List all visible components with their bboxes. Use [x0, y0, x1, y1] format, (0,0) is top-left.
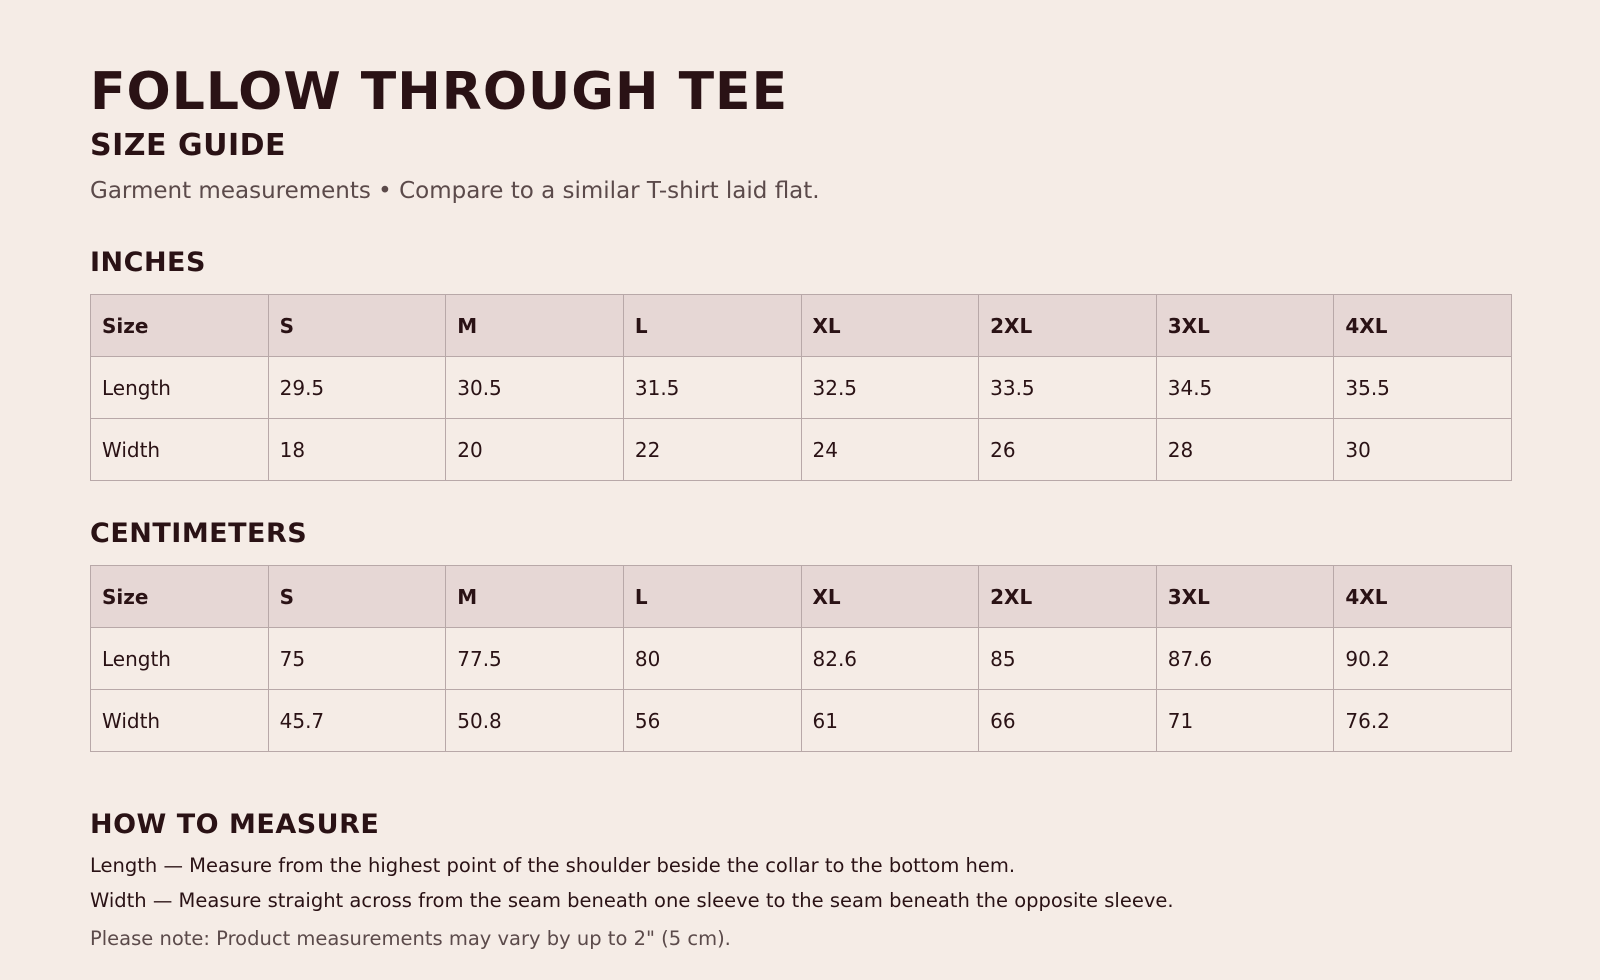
table-cell: 77.5 — [446, 628, 624, 690]
header-cell: Size — [91, 566, 269, 628]
header-cell: XL — [801, 566, 979, 628]
table-cell: 18 — [268, 419, 446, 481]
table-row — [91, 419, 1512, 481]
table-cell: 61 — [801, 690, 979, 752]
header-cell: M — [446, 566, 624, 628]
table-row — [91, 628, 1512, 690]
measurement-note: Please note: Product measurements may vary by up to 2" (5 cm). — [90, 927, 731, 950]
table-cell: 31.5 — [623, 357, 801, 419]
table-cell: 71 — [1156, 690, 1334, 752]
table-row — [91, 357, 1512, 419]
table-cell: 32.5 — [801, 357, 979, 419]
table-cell: Width — [91, 419, 269, 481]
header-cell: S — [268, 295, 446, 357]
table-cell: 66 — [979, 690, 1157, 752]
header-cell: M — [446, 295, 624, 357]
table-cell: 24 — [801, 419, 979, 481]
length-instruction: Length — Measure from the highest point of the shoulder beside the collar to the bottom hem. — [90, 854, 1016, 877]
table-cell: 56 — [623, 690, 801, 752]
table-cell: 26 — [979, 419, 1157, 481]
table-cell: 90.2 — [1334, 628, 1512, 690]
table-cell: 76.2 — [1334, 690, 1512, 752]
header-cell: L — [623, 295, 801, 357]
header-cell: 3XL — [1156, 566, 1334, 628]
table-header-row — [91, 566, 1512, 628]
centimeters-size-table — [90, 565, 1512, 752]
table-cell: 33.5 — [979, 357, 1157, 419]
table-cell: 30 — [1334, 419, 1512, 481]
table-cell: 35.5 — [1334, 357, 1512, 419]
header-cell: S — [268, 566, 446, 628]
table-cell: 80 — [623, 628, 801, 690]
product-title: FOLLOW THROUGH TEE — [90, 62, 789, 122]
table-cell: 87.6 — [1156, 628, 1334, 690]
table-cell: Length — [91, 628, 269, 690]
how-to-measure-title: HOW TO MEASURE — [90, 809, 380, 840]
header-cell: 4XL — [1334, 295, 1512, 357]
header-cell: 2XL — [979, 566, 1157, 628]
header-cell: XL — [801, 295, 979, 357]
table-cell: 85 — [979, 628, 1157, 690]
inches-section-title: INCHES — [90, 247, 206, 278]
table-cell: 34.5 — [1156, 357, 1334, 419]
table-row — [91, 690, 1512, 752]
header-cell: 3XL — [1156, 295, 1334, 357]
table-cell: 29.5 — [268, 357, 446, 419]
table-cell: 50.8 — [446, 690, 624, 752]
table-header-row — [91, 295, 1512, 357]
table-cell: 45.7 — [268, 690, 446, 752]
header-cell: Size — [91, 295, 269, 357]
table-cell: 30.5 — [446, 357, 624, 419]
inches-size-table — [90, 294, 1512, 481]
table-cell: 28 — [1156, 419, 1334, 481]
header-cell: L — [623, 566, 801, 628]
header-cell: 4XL — [1334, 566, 1512, 628]
width-instruction: Width — Measure straight across from the seam beneath one sleeve to the seam beneath the opposite sleeve. — [90, 889, 1174, 912]
table-cell: 75 — [268, 628, 446, 690]
centimeters-section-title: CENTIMETERS — [90, 518, 308, 549]
table-cell: 82.6 — [801, 628, 979, 690]
size-guide-heading: SIZE GUIDE — [90, 128, 287, 163]
table-cell: Width — [91, 690, 269, 752]
page-subtitle: Garment measurements • Compare to a similar T-shirt laid flat. — [90, 178, 820, 204]
table-cell: 22 — [623, 419, 801, 481]
table-cell: 20 — [446, 419, 624, 481]
table-cell: Length — [91, 357, 269, 419]
header-cell: 2XL — [979, 295, 1157, 357]
